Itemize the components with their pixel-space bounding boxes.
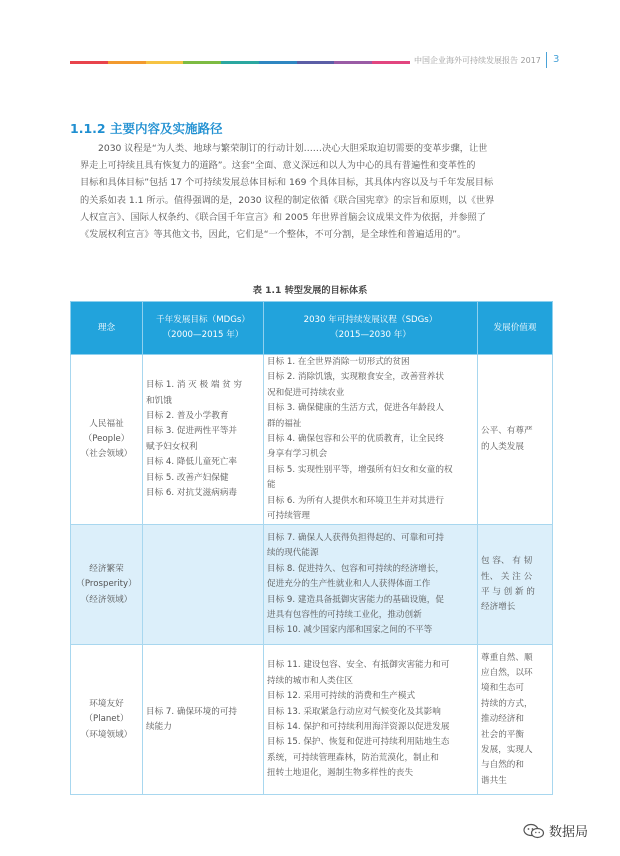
header-concept: 理念 bbox=[71, 302, 143, 355]
value-cell-line: 包 容、 有 韧 bbox=[481, 556, 533, 567]
header-bar-segment bbox=[372, 61, 410, 64]
mdg-cell-line: 目标 3. 促进两性平等并 bbox=[146, 426, 238, 437]
header-value: 发展价值观 bbox=[478, 302, 553, 355]
paragraph-line: 《发展权利宣言》等其他文书，因此，它们是“一个整体，不可分割，是全球性和普遍适用的”。 bbox=[80, 229, 467, 241]
header-sdg-line: （2015—2030 年） bbox=[330, 330, 411, 340]
header-sdg bbox=[264, 302, 478, 355]
header-mdg bbox=[143, 302, 264, 355]
page-number: 3 bbox=[553, 54, 560, 65]
concept-cell bbox=[71, 525, 143, 645]
header-mdg-line: 千年发展目标（MDGs） bbox=[156, 315, 250, 325]
table-row bbox=[71, 525, 553, 645]
mdg-cell-line: 目标 5. 改善产妇保健 bbox=[146, 472, 229, 483]
sdg-cell-line: 目标 4. 确保包容和公平的优质教育，让全民终 bbox=[267, 434, 444, 445]
concept-cell-line: （Planet） bbox=[84, 714, 129, 725]
table-caption: 表 1.1 转型发展的目标体系 bbox=[252, 285, 368, 296]
sdg-cell-line: 目标 6. 为所有人提供水和环境卫生并对其进行 bbox=[267, 495, 444, 506]
paragraph-line: 目标和具体目标”包括 17 个可持续发展总体目标和 169 个具体目标，其具体内容以及与千年发展目标 bbox=[80, 177, 494, 189]
header-divider bbox=[546, 52, 547, 68]
value-cell-line: 持续的方式， bbox=[481, 698, 533, 709]
value-cell-line: 谐共生 bbox=[481, 775, 507, 786]
concept-cell-line: （社会领域） bbox=[80, 449, 133, 460]
goals-table bbox=[70, 301, 553, 795]
header-bar-segment bbox=[108, 61, 146, 64]
paragraph-line: 的关系如表 1.1 所示。值得强调的是，2030 议程的制定依循《联合国宪章》的宗旨和原则，以《世界 bbox=[80, 194, 495, 206]
sdg-cell bbox=[264, 525, 478, 645]
sdg-cell-line: 促进充分的生产性就业和人人获得体面工作 bbox=[267, 579, 431, 590]
value-cell-line: 的人类发展 bbox=[481, 441, 524, 452]
watermark-text: 数据局 bbox=[549, 825, 589, 840]
value-cell-line: 性、 关 注 公 bbox=[481, 571, 533, 582]
value-cell bbox=[478, 645, 553, 795]
sdg-cell-line: 目标 13. 采取紧急行动应对气候变化及其影响 bbox=[267, 706, 441, 717]
sdg-cell bbox=[264, 645, 478, 795]
mdg-cell bbox=[143, 355, 264, 525]
sdg-cell-line: 况和促进可持续农业 bbox=[267, 387, 345, 398]
table-row bbox=[71, 645, 553, 795]
value-cell-line: 与自然的和 bbox=[481, 760, 524, 771]
report-title: 中国企业海外可持续发展报告 2017 bbox=[414, 56, 541, 65]
sdg-cell-line: 扭转土地退化，遏制生物多样性的丧失 bbox=[267, 768, 414, 779]
mdg-cell-line: 目标 6. 对抗艾滋病病毒 bbox=[146, 487, 238, 498]
sdg-cell-line: 目标 7. 确保人人获得负担得起的、可靠和可持 bbox=[267, 533, 444, 544]
sdg-cell-line: 目标 14. 保护和可持续利用海洋资源以促进发展 bbox=[267, 721, 450, 732]
mdg-cell-line: 目标 7. 确保环境的可持 bbox=[146, 706, 238, 717]
paragraph-line: 界走上可持续且具有恢复力的道路”。这套“全面、意义深远和以人为中心的具有普遍性和变革性的 bbox=[80, 160, 476, 172]
mdg-cell bbox=[143, 525, 264, 645]
concept-cell-line: （经济领域） bbox=[80, 594, 133, 605]
sdg-cell-line: 目标 10. 减少国家内部和国家之间的不平等 bbox=[267, 625, 433, 636]
sdg-cell-line: 目标 3. 确保健康的生活方式，促进各年龄段人 bbox=[267, 403, 444, 414]
sdg-cell-line: 目标 8. 促进持久、包容和可持续的经济增长， bbox=[267, 563, 444, 574]
sdg-cell-line: 能 bbox=[267, 480, 276, 491]
paragraph-line: 2030 议程是“为人类、地球与繁荣制订的行动计划……决心大胆采取迫切需要的变革步骤，让世 bbox=[98, 143, 488, 154]
header-sdg-line: 2030 年可持续发展议程（SDGs） bbox=[303, 315, 438, 325]
value-cell-line: 公平、有尊严 bbox=[481, 426, 533, 437]
sdg-cell-line: 可持续管理 bbox=[267, 511, 310, 522]
sdg-cell-line: 持续的城市和人类住区 bbox=[267, 675, 353, 686]
header-bar-segment bbox=[146, 61, 184, 64]
header-bar-segment bbox=[297, 61, 335, 64]
header-bar-segment bbox=[183, 61, 221, 64]
value-cell-line: 社会的平衡 bbox=[481, 729, 524, 740]
value-cell-line: 应自然，以环 bbox=[481, 668, 533, 679]
value-cell-line: 经济增长 bbox=[481, 602, 516, 613]
concept-cell-line: 经济繁荣 bbox=[89, 563, 124, 574]
sdg-cell-line: 系统，可持续管理森林，防治荒漠化，制止和 bbox=[267, 752, 439, 763]
wechat-chat-icon bbox=[523, 823, 545, 839]
section-paragraph bbox=[80, 140, 552, 243]
value-cell-line: 境和生态可 bbox=[481, 683, 524, 694]
header-bar-segment bbox=[221, 61, 259, 64]
concept-cell-line: 环境友好 bbox=[89, 698, 124, 709]
paragraph-line: 人权宣言》、国际人权条约、《联合国千年宣言》和 2005 年世界首脑会议成果文件为依据，并参照了 bbox=[80, 211, 486, 223]
concept-cell bbox=[71, 645, 143, 795]
sdg-cell-line: 目标 12. 采用可持续的消费和生产模式 bbox=[267, 691, 416, 702]
value-cell-line: 推动经济和 bbox=[481, 714, 524, 725]
value-cell bbox=[478, 355, 553, 525]
sdg-cell-line: 目标 2. 消除饥饿，实现粮食安全，改善营养状 bbox=[267, 372, 444, 383]
mdg-cell bbox=[143, 645, 264, 795]
sdg-cell-line: 进具有包容性的可持续工业化，推动创新 bbox=[267, 610, 422, 621]
mdg-cell-line: 赋予妇女权利 bbox=[146, 441, 198, 452]
sdg-cell-line: 目标 1. 在全世界消除一切形式的贫困 bbox=[267, 357, 410, 367]
mdg-cell-line: 和饥饿 bbox=[146, 395, 172, 406]
sdg-cell-line: 身享有学习机会 bbox=[267, 449, 328, 460]
sdg-cell-line: 群的福祉 bbox=[267, 418, 302, 429]
table-row bbox=[71, 355, 553, 525]
sdg-cell bbox=[264, 355, 478, 525]
header-bar-segment bbox=[259, 61, 297, 64]
header-mdg-line: （2000—2015 年） bbox=[162, 330, 244, 340]
header-color-bar bbox=[70, 61, 410, 64]
sdg-cell-line: 目标 11. 建设包容、安全、有抵御灾害能力和可 bbox=[267, 660, 450, 671]
section-title: 1.1.2 主要内容及实施路径 bbox=[70, 121, 223, 136]
concept-cell-line: （Prosperity） bbox=[76, 579, 137, 590]
value-cell bbox=[478, 525, 553, 645]
mdg-cell-line: 目标 1. 消 灭 极 端 贫 穷 bbox=[146, 380, 243, 391]
table-header-row bbox=[71, 302, 553, 355]
concept-cell-line: （People） bbox=[83, 434, 130, 445]
concept-cell bbox=[71, 355, 143, 525]
concept-cell-line: 人民福祉 bbox=[89, 418, 124, 429]
mdg-cell-line: 续能力 bbox=[146, 721, 172, 732]
value-cell-line: 尊重自然、顺 bbox=[481, 652, 533, 663]
mdg-cell-line: 目标 4. 降低儿童死亡率 bbox=[146, 457, 238, 468]
sdg-cell-line: 目标 5. 实现性别平等，增强所有妇女和女童的权 bbox=[267, 464, 453, 475]
sdg-cell-line: 续的现代能源 bbox=[267, 548, 319, 559]
watermark bbox=[523, 821, 588, 840]
sdg-cell-line: 目标 15. 保护、恢复和促进可持续利用陆地生态 bbox=[267, 737, 450, 748]
mdg-cell-line: 目标 2. 普及小学教育 bbox=[146, 410, 229, 421]
value-cell-line: 发展，实现人 bbox=[481, 745, 533, 756]
header-bar-segment bbox=[334, 61, 372, 64]
header-bar-segment bbox=[70, 61, 108, 64]
concept-cell-line: （环境领域） bbox=[80, 729, 133, 740]
sdg-cell-line: 目标 9. 建造具备抵御灾害能力的基础设施，促 bbox=[267, 594, 444, 605]
value-cell-line: 平 与 创 新 的 bbox=[481, 586, 535, 597]
